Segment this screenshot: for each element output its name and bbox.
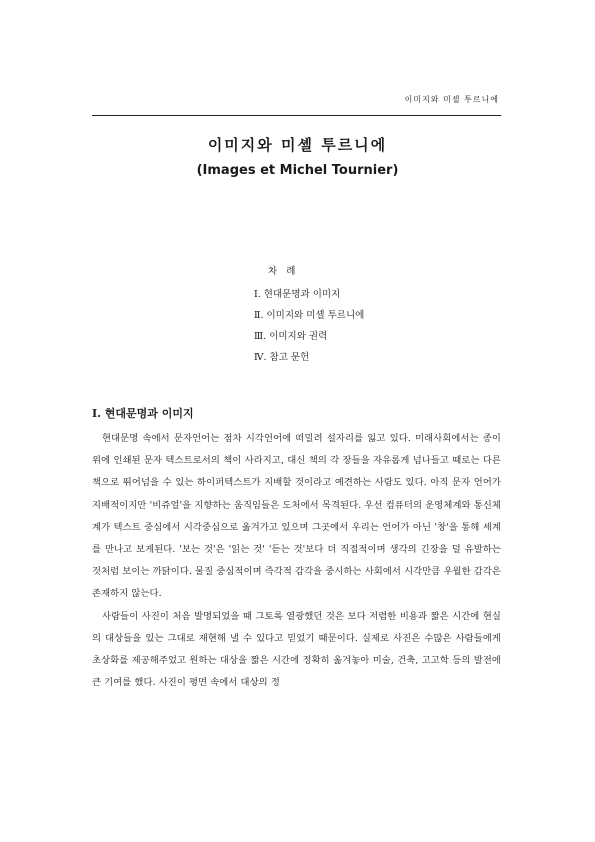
toc-title: 차 례 [268, 266, 299, 277]
body-paragraph: 현대문명 속에서 문자언어는 점차 시각언어에 떠밀려 설자리를 잃고 있다. 미래사회에서는 종이 위에 인쇄된 문자 텍스트로서의 책이 사라지고, 대신 책의 각 장들을 자유롭게 넘나들고 때로는 다른 책으로 뛰어넘을 수 있는 하이퍼텍스트가 지배할 것이라고 예견하는 사람도 있다. 아직 문자 언어가 지배적이지만 '비쥬얼'을 지향하는 움직임들은 도처에서 목격된다. 우선 컴퓨터의 운영체계와 통신체계가 텍스트 중심에서 시각중심으로 옮겨가고 있으며 그곳에서 우리는 언어가 아닌 '창'을 통해 세계를 만나고 보게된다. '보는 것'은 '읽는 것' '듣는 것'보다 더 직접적이며 생각의 긴장을 덜 유발하는 것처럼 보이는 까닭이다. 물질 중심적이며 즉각적 감각을 중시하는 사회에서 시각만큼 우월한 감각은 존재하지 않는다. [92, 433, 501, 600]
body-paragraph: 사람들이 사진이 처음 발명되었을 때 그토록 열광했던 것은 보다 저렴한 비용과 짧은 시간에 현실의 대상들을 있는 그대로 재현해 낼 수 있다고 믿었기 때문이다. 실제로 사진은 수많은 사람들에게 초상화를 제공해주었고 원하는 대상을 짧은 시간에 정확히 옮겨놓아 미술, 건축, 고고학 등의 발전에 큰 기여를 했다. 사진이 평면 속에서 대상의 정 [92, 610, 501, 689]
header-rule [92, 115, 501, 116]
running-head: 이미지와 미셸 투르니에 [404, 95, 499, 104]
toc-item: Ⅱ. 이미지와 미셸 투르니에 [254, 310, 365, 321]
table-of-contents [254, 263, 364, 372]
page-subtitle: (Images et Michel Tournier) [196, 163, 399, 178]
toc-item: Ⅰ. 현대문명과 이미지 [254, 289, 341, 300]
section-heading: Ⅰ. 현대문명과 이미지 [92, 407, 194, 420]
page-title: 이미지와 미셸 투르니에 [207, 136, 388, 154]
toc-item: Ⅳ. 참고 문헌 [254, 352, 310, 363]
toc-item: Ⅲ. 이미지와 권력 [254, 331, 328, 342]
section-body [92, 428, 501, 694]
